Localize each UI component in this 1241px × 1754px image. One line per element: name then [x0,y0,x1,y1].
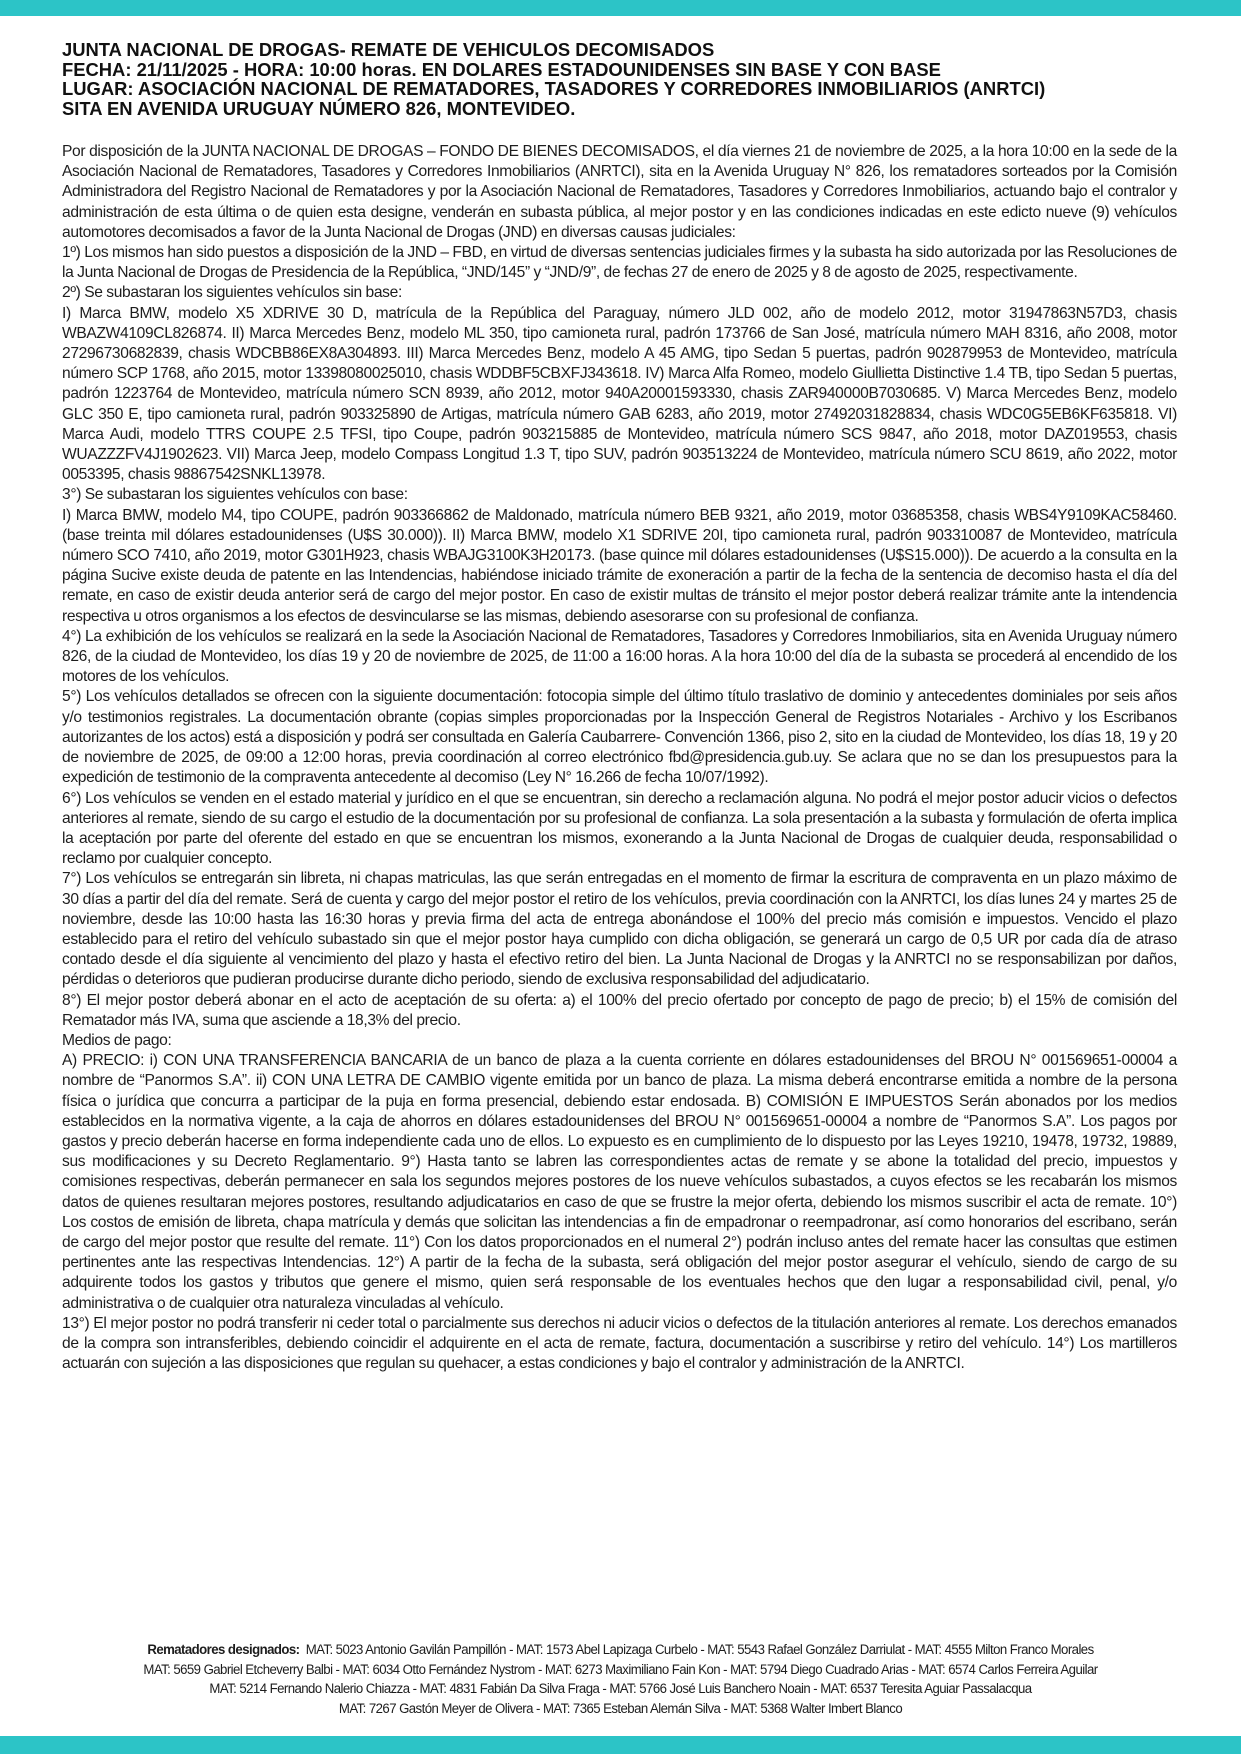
payment-methods-title: Medios de pago: [62,1031,172,1049]
clause-2-vehicle-list: I) Marca BMW, modelo X5 XDRIVE 30 D, matrícula de la República del Paraguay, número JLD 002, año de modelo 2012, motor 31947863N57D3, chasis WBAZW4109CL826874. II) Marca Mercedes Benz, modelo ML 350, tipo camioneta rural, padrón 173766 de San José, matrícula número MAH 8316, año 2008, motor 27296730682839, chasis WDCBB86EX8A304893. III) Marca Mercedes Benz, modelo A 45 AMG, tipo Sedan 5 puertas, padrón 902879953 de Montevideo, matrícula número SCP 1768, año 2015, motor 13398080025010, chasis WDDBF5CBXFJ343618. IV) Marca Alfa Romeo, modelo Giullietta Distinctive 1.4 TB, tipo Sedan 5 puertas, padrón 1223764 de Montevideo, matrícula número SCN 8939, año 2012, motor 940A20001593330, chasis ZAR940000B7030685. V) Marca Mercedes Benz, modelo GLC 350 E, tipo camioneta rural, padrón 903325890 de Artigas, matrícula número GAB 6283, año 2019, motor 27492031828834, chasis WDC0G5EB6KF635818. VI) Marca Audi, modelo TTRS COUPE 2.5 TFSI, tipo Coupe, padrón 903215885 de Montevideo, matrícula número SCS 9847, año 2018, motor DAZ019553, chasis WUAZZZFV4J1902623. VII) Marca Jeep, modelo Compass Longitud 1.3 T, tipo SUV, padrón 903513224 de Montevideo, matrícula número SCU 8619, año 2022, motor 0053395, chasis 98867542SNKL13978. [62,304,1177,484]
clause-1: 1º) Los mismos han sido puestos a disposición de la JND – FBD, en virtud de diversas sentencias judiciales firmes y la subasta ha sido autorizada por las Resoluciones de la Junta Nacional de Drogas de Presidencia de la República, “JND/145” y “JND/9”, de fechas 27 de enero de 2025 y 8 de agosto de 2025, respectivamente. [62,244,1177,282]
auctioneers-line-3: MAT: 5214 Fernando Nalerio Chiazza - MAT: 4831 Fabián Da Silva Fraga - MAT: 5766 José Luis Banchero Noain - MAT: 6537 Teresita Aguiar Passalacqua [209,1681,1032,1697]
auctioneers-line-1 [62,1641,1179,1661]
header-date: FECHA: 21/11/2025 - HORA: 10:00 horas. EN DOLARES ESTADOUNIDENSES SIN BASE Y CON BASE [62,58,941,80]
clause-13: 13°) El mejor postor no podrá transferir ni ceder total o parcialmente sus derechos ni aducir vicios o defectos de la titulación anteriores al remate. Los derechos emanados de la compra son intransferibles, debiendo coincidir el adquirente en el acta de remate, factura, documentación a suscribirse y retiro del vehículo. 14°) Los martilleros actuarán con sujeción a las disposiciones que regulan su quehacer, a estas condiciones y bajo el contralor y administración de la ANRTCI. [62,1314,1177,1373]
payment-methods: A) PRECIO: i) CON UNA TRANSFERENCIA BANCARIA de un banco de plaza a la cuenta corriente en dólares estadounidenses del BROU N° 001569651-00004 a nombre de “Panormos S.A”. ii) CON UNA LETRA DE CAMBIO vigente emitida por un banco de plaza. La misma deberá encontrarse emitida a nombre de la persona física o jurídica que concurra a participar de la puja en forma presencial, debiendo estar endosada. B) COMISIÓN E IMPUESTOS Serán abonados por los medios establecidos en la normativa vigente, a la caja de ahorros en dólares estadounidenses del BROU N° 001569651-00004 a nombre de “Panormos S.A”. Los pagos por gastos y precio deberán hacerse en forma independiente cada uno de ellos. Lo expuesto es en cumplimiento de lo dispuesto por las Leyes 19210, 19478, 19732, 19889, sus modificaciones y su Decreto Reglamentario. 9°) Hasta tanto se labren las correspondientes actas de remate y se abone la totalidad del precio, impuestos y comisiones respectivas, deberán permanecer en sala los segundos mejores postores de los nueve vehículos subastados, a cuyos efectos se les recabarán los mismos datos de quienes resultaran mejores postores, resultando adjudicatarios en caso de que se frustre la mejor oferta, debiendo los mismos suscribir el acta de remate. 10°) Los costos de emisión de libreta, chapa matrícula y demás que solicitan las intendencias a fin de empadronar o reempadronar, así como honorarios del escribano, serán de cargo del mejor postor que resulte del remate. 11°) Con los datos proporcionados en el numeral 2°) podrán incluso antes del remate hacer las consultas que estimen pertinentes ante las respectivas Intendencias. 12°) A partir de la fecha de la subasta, será obligación del mejor postor asegurar el vehículo, siendo de cargo de su adquirente todos los gastos y tributos que genere el mismo, quien será responsable de los eventuales hechos que den lugar a responsabilidad civil, penal, y/o administrativa o de cualquier otra naturaleza vinculadas al vehículo. [62,1052,1177,1312]
clause-3-vehicle-list: I) Marca BMW, modelo M4, tipo COUPE, padrón 903366862 de Maldonado, matrícula número BEB 9321, año 2019, motor 03685358, chasis WBS4Y9109KAC58460. (base treinta mil dólares estadounidenses (U$S 30.000)). II) Marca BMW, modelo X1 SDRIVE 20I, tipo camioneta rural, padrón 903310087 de Montevideo, matrícula número SCO 7410, año 2019, motor G301H923, chasis WBAJG3100K3H20173. (base quince mil dólares estadounidenses (U$S15.000)). De acuerdo a la consulta en la página Sucive existe deuda de patente en las Intendencias, habiéndose iniciado trámite de exoneración a partir de la fecha de la sentencia de decomiso hasta el día del remate, en caso de existir deuda anterior será de cargo del mejor postor. En caso de existir multas de tránsito el mejor postor deberá realizar trámite ante la intendencia respectiva u otros organismos a los efectos de desvincularse se las mismas, debiendo asesorarse con su profesional de confianza. [62,506,1177,625]
clause-8: 8°) El mejor postor deberá abonar en el acto de aceptación de su oferta: a) el 100% del precio ofertado por concepto de pago de precio; b) el 15% de comisión del Rematador más IVA, suma que asciende a 18,3% del precio. [62,991,1177,1029]
header-title: JUNTA NACIONAL DE DROGAS- REMATE DE VEHICULOS DECOMISADOS [62,39,715,60]
auctioneers-label: Rematadores designados: [147,1642,300,1658]
top-accent-band [0,0,1241,16]
auctioneers-footer [62,1641,1179,1719]
clause-2-title: 2º) Se subastaran los siguientes vehículos sin base: [62,284,402,302]
notice-header [62,40,1182,118]
clause-5: 5°) Los vehículos detallados se ofrecen con la siguiente documentación: fotocopia simple del último título traslativo de dominio y antecedentes dominiales por seis años y/o testimonios registrales. La documentación obrante (copias simples proporcionadas por la Inspección General de Registros Notariales - Archivo y los Escribanos autorizantes de los actos) está a disposición y podrá ser consultada en Galería Caubarrere- Convención 1366, piso 2, sito en la ciudad de Montevideo, los días 18, 19 y 20 de noviembre de 2025, de 09:00 a 12:00 horas, previa coordinación al correo electrónico fbd@presidencia.gub.uy. Se aclara que no se dan los presupuestos para la expedición de testimonio de la compraventa antecedente al decomiso (Ley N° 16.266 de fecha 10/07/1992). [62,688,1177,787]
clause-7: 7°) Los vehículos se entregarán sin libreta, ni chapas matriculas, las que serán entregadas en el momento de firmar la escritura de compraventa en un plazo máximo de 30 días a partir del día del remate. Será de cuenta y cargo del mejor postor el retiro de los vehículos, previa coordinación con la ANRTCI, los días lunes 24 y martes 25 de noviembre, desde las 10:00 hasta las 16:30 horas y previa firma del acta de entrega abonándose el 100% del precio más comisión e impuestos. Vencido el plazo establecido para el retiro del vehículo subastado sin que el mejor postor haya cumplido con dicha obligación, se generará un cargo de 0,5 UR por cada día de atraso contado desde el día siguiente al vencimiento del plazo y hasta el efectivo retiro del bien. La Junta Nacional de Drogas y la ANRTCI no se responsabilizan por daños, pérdidas o deterioros que pudieran producirse durante dicho periodo, siendo de exclusiva responsabilidad del adjudicatario. [62,870,1177,989]
clause-3-title: 3°) Se subastaran los siguientes vehículos con base: [62,486,408,504]
auctioneers-names-1: MAT: 5023 Antonio Gavilán Pampillón - MAT: 1573 Abel Lapizaga Curbelo - MAT: 5543 Rafael González Darriulat - MAT: 4555 Milton Franco Morales [305,1642,1094,1658]
header-place: LUGAR: ASOCIACIÓN NACIONAL DE REMATADORES, TASADORES Y CORREDORES INMOBILIARIOS (ANRTCI) [62,78,1046,99]
notice-body [62,142,1177,1374]
intro-paragraph: Por disposición de la JUNTA NACIONAL DE DROGAS – FONDO DE BIENES DECOMISADOS, el día viernes 21 de noviembre de 2025, a la hora 10:00 en la sede de la Asociación Nacional de Rematadores, Tasadores y Corredores Inmobiliarios (ANRTCI), sita en la Avenida Uruguay N° 826, los rematadores sorteados por la Comisión Administradora del Registro Nacional de Rematadores y por la Asociación Nacional de Rematadores, Tasadores y Corredores Inmobiliarios, actuando bajo el contralor y administración de esta última o de quien esta designe, venderán en subasta pública, al mejor postor y en las condiciones indicadas en este edicto nueve (9) vehículos automotores decomisados a favor de la Junta Nacional de Drogas (JND) en diversas causas judiciales: [62,143,1177,241]
clause-6: 6°) Los vehículos se venden en el estado material y jurídico en el que se encuentran, sin derecho a reclamación alguna. No podrá el mejor postor aducir vicios o defectos anteriores al remate, siendo de su cargo el estudio de la documentación por su profesional de confianza. La sola presentación a la subasta y formulación de oferta implica la aceptación por parte del oferente del estado en que se encuentran los mismos, exonerando a la Junta Nacional de Drogas de cualquier deuda, responsabilidad o reclamo por cualquier concepto. [62,789,1177,868]
header-address: SITA EN AVENIDA URUGUAY NÚMERO 826, MONTEVIDEO. [62,97,576,119]
bottom-accent-band [0,1736,1241,1754]
clause-4: 4°) La exhibición de los vehículos se realizará en la sede la Asociación Nacional de Rematadores, Tasadores y Corredores Inmobiliarios, sita en Avenida Uruguay número 826, de la ciudad de Montevideo, los días 19 y 20 de noviembre de 2025, de 11:00 a 16:00 horas. A la hora 10:00 del día de la subasta se procederá al encendido de los motores de los vehículos. [62,627,1177,686]
auctioneers-line-2: MAT: 5659 Gabriel Etcheverry Balbi - MAT: 6034 Otto Fernández Nystrom - MAT: 6273 Maximiliano Fain Kon - MAT: 5794 Diego Cuadrado Arias - MAT: 6574 Carlos Ferreira Aguilar [143,1661,1098,1678]
auctioneers-line-4: MAT: 7267 Gastón Meyer de Olivera - MAT: 7365 Esteban Alemán Silva - MAT: 5368 Walter Imbert Blanco [338,1700,903,1717]
